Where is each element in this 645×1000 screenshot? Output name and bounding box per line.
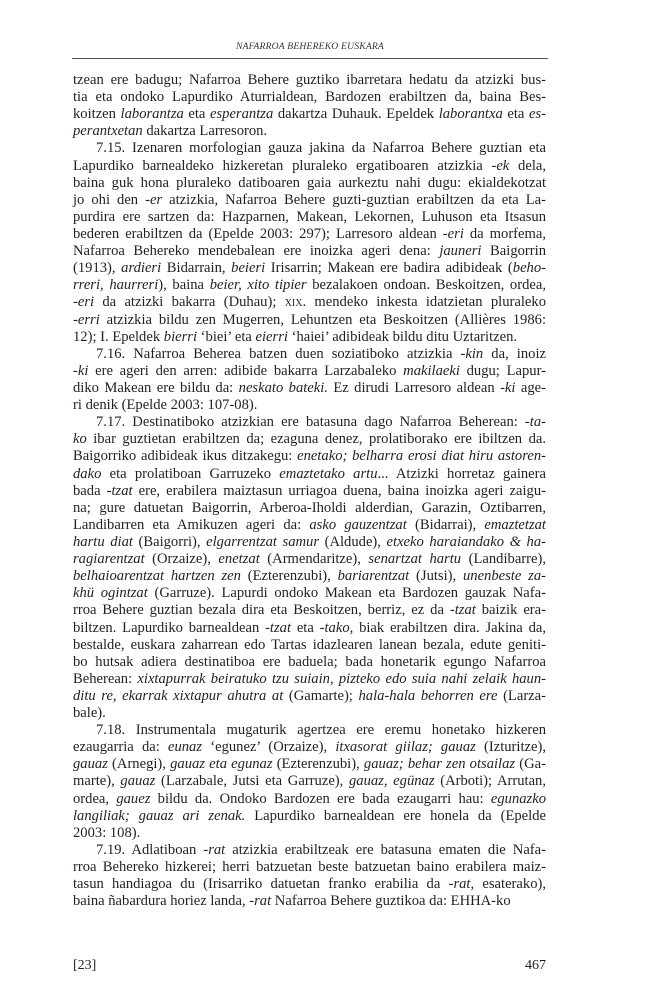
text-run: marte), bbox=[73, 773, 121, 790]
text-line bbox=[73, 773, 546, 790]
text-run: Ez dirudi Larresoro aldean bbox=[327, 379, 501, 396]
text-line bbox=[73, 89, 546, 106]
text-line bbox=[73, 739, 546, 756]
italic-term: xixtapurrak beiratuko tzu suiain, pizteko edo suia nahi zelaik haun- bbox=[137, 670, 546, 687]
text-run: age- bbox=[515, 379, 546, 396]
italic-term: -tako, bbox=[319, 619, 354, 636]
text-run: diko Makean ere bildu da: bbox=[73, 379, 239, 396]
text-run: biak erabiltzen dira. Jakina da, bbox=[353, 619, 546, 636]
text-run: ibar guztietan erabiltzen da; ezaguna denez, prolatiborako ere ibiltzen da. bbox=[86, 431, 546, 448]
text-run: (Ga- bbox=[515, 756, 546, 773]
text-line bbox=[73, 312, 546, 329]
italic-term: belhaioarentzat hartzen zen bbox=[73, 568, 241, 585]
italic-term: -kin bbox=[460, 345, 484, 362]
text-run: dela, bbox=[509, 157, 546, 174]
italic-term: emaztetako artu bbox=[279, 465, 378, 482]
text-run: tasun handiagoa du (Irisarriko datuetan franko erabilia da bbox=[73, 876, 449, 893]
italic-term: ardieri bbox=[121, 260, 162, 277]
italic-term: hartu diat bbox=[73, 533, 133, 550]
page-number: 467 bbox=[525, 958, 546, 973]
text-line bbox=[73, 158, 546, 175]
text-run: (Landibarre), bbox=[461, 551, 547, 568]
text-line bbox=[73, 414, 546, 431]
italic-term: jauneri bbox=[439, 243, 482, 260]
text-line bbox=[73, 226, 546, 243]
italic-term: -ki bbox=[500, 379, 516, 396]
text-run: 7.19. Adlatiboan bbox=[96, 841, 204, 858]
text-line bbox=[73, 602, 546, 619]
text-line bbox=[73, 859, 546, 876]
italic-term: ditu re, ekarrak xixtapur ahutra at bbox=[73, 687, 284, 704]
italic-term: gauaz; behar zen otsailaz bbox=[363, 756, 516, 773]
italic-term: bariarentzat bbox=[337, 568, 410, 585]
text-run: (Arnegi), bbox=[107, 756, 171, 773]
italic-term: -tzat bbox=[449, 602, 476, 619]
text-run: baizik era- bbox=[475, 602, 546, 619]
italic-term: es- bbox=[528, 106, 546, 123]
italic-term: rreri, haurreri bbox=[73, 277, 159, 294]
text-line bbox=[73, 175, 546, 192]
text-run: eta bbox=[502, 106, 529, 123]
text-run: Baigorriko adibideak ikus ditzakegu: bbox=[73, 448, 298, 465]
text-line bbox=[73, 380, 546, 397]
text-line bbox=[73, 123, 546, 140]
italic-term: asko gauzentzat bbox=[309, 516, 407, 533]
italic-term: langiliak; gauaz ari zenak. bbox=[73, 807, 246, 824]
text-run: esaterako), bbox=[474, 876, 546, 893]
text-line bbox=[73, 620, 546, 637]
italic-term: khü ogintzat bbox=[73, 585, 148, 602]
text-line bbox=[73, 893, 546, 910]
text-run: (Izturitze), bbox=[475, 739, 546, 756]
italic-term: -eri bbox=[73, 294, 95, 311]
text-line bbox=[73, 431, 546, 448]
text-line bbox=[73, 568, 546, 585]
running-head: NAFARROA BEHEREKO EUSKARA bbox=[236, 41, 384, 52]
text-run: eta prolatiboan Garruzeko bbox=[101, 465, 280, 482]
text-run: ‘egunez’ (Orzaize), bbox=[202, 739, 336, 756]
text-run: Lapurdiko barnealdean ere honela da (Epelde bbox=[245, 807, 546, 824]
text-run: ‘biei’ eta bbox=[197, 328, 256, 345]
footer-section-marker: [23] bbox=[73, 958, 97, 973]
text-run: Nafarroa Behere guztikoa da: EHHA-ko bbox=[271, 893, 511, 910]
text-run: rroa Behere guztian bezala dira eta Beskoitzen, berriz, ez da bbox=[73, 602, 450, 619]
italic-term: perantxetan bbox=[73, 123, 143, 140]
text-run: rroa Behereko hizkerei; herri batzuetan beste batzuetan baino erabilera maiz- bbox=[73, 859, 546, 876]
text-line bbox=[73, 209, 546, 226]
text-run: 2003: 108). bbox=[73, 824, 141, 841]
text-run: atzizkia erabiltzeak ere batasuna ematen die Nafa- bbox=[225, 841, 546, 858]
italic-term: gauaz, egünaz bbox=[348, 773, 435, 790]
text-run: 12); I. Epeldek bbox=[73, 328, 164, 345]
text-line bbox=[73, 466, 546, 483]
italic-term: elgarrentzat samur bbox=[206, 533, 320, 550]
text-line bbox=[73, 825, 546, 842]
text-run: atzizkia bildu zen Mugerren, Lehuntzen eta Beskoitzen (Allières 1986: bbox=[99, 311, 546, 328]
text-line bbox=[73, 72, 546, 89]
italic-term: beier, xito tipier bbox=[209, 277, 307, 294]
italic-term: neskato bateki. bbox=[238, 379, 328, 396]
text-run: ‘haiei’ adibideak bildu ditu Uztaritzen. bbox=[287, 328, 518, 345]
text-run: 7.16. Nafarroa Beherea batzen duen soziatiboko atzizkia bbox=[96, 345, 461, 362]
text-run: bale). bbox=[73, 705, 106, 722]
text-run: eta bbox=[291, 619, 320, 636]
text-run: purdira ere sartzen da: Hazparnen, Makean, Lekornen, Luhuson eta Itsasun bbox=[73, 208, 546, 225]
text-run: baina guk hona pluraleko datiboaren gaia aurkeztu nahi dugu: ekialdekotzat bbox=[73, 174, 546, 191]
italic-term: ko bbox=[73, 431, 87, 448]
paragraph-7-16 bbox=[73, 346, 546, 414]
text-run: (Bidarrai), bbox=[406, 516, 485, 533]
italic-term: beho- bbox=[512, 260, 546, 277]
text-line bbox=[73, 243, 546, 260]
text-run: ri denik (Epelde 2003: 107-08). bbox=[73, 397, 258, 414]
italic-term: enetako; belharra erosi diat hiru astoren- bbox=[297, 448, 546, 465]
text-run: ... Atzizki horretaz gainera bbox=[377, 465, 546, 482]
text-line bbox=[73, 585, 546, 602]
text-run: bezalakoen ondoan. Beskoitzen, ordea, bbox=[306, 277, 546, 294]
italic-term: enetzat bbox=[218, 551, 260, 568]
text-line bbox=[73, 876, 546, 893]
italic-term: emaztetzat bbox=[484, 516, 546, 533]
header-rule bbox=[72, 58, 548, 59]
text-run: (Armendaritze), bbox=[259, 551, 369, 568]
text-run: (Larzabale, Jutsi eta Garruze), bbox=[155, 773, 349, 790]
text-run: 7.18. Instrumentala mugaturik agertzea ere eremu honetako hizkeren bbox=[96, 722, 546, 739]
text-run: ordea, bbox=[73, 790, 117, 807]
text-run: biltzen. Lapurdiko barnealdean bbox=[73, 619, 266, 636]
text-line bbox=[73, 140, 546, 157]
italic-term: -rat bbox=[203, 841, 226, 858]
paragraph-7-17 bbox=[73, 414, 546, 722]
text-line bbox=[73, 517, 546, 534]
italic-term: eunaz bbox=[167, 739, 203, 756]
text-run: . mendeko inkesta idatzietan pluraleko bbox=[302, 294, 546, 311]
text-line bbox=[73, 534, 546, 551]
italic-term: -tzat bbox=[106, 482, 133, 499]
text-run: Beherean: bbox=[73, 670, 138, 687]
text-line bbox=[73, 483, 546, 500]
italic-term: ragiarentzat bbox=[73, 551, 145, 568]
text-run: xix bbox=[284, 294, 303, 311]
italic-term: gauez bbox=[116, 790, 151, 807]
text-line bbox=[73, 705, 546, 722]
text-run: Nafarroa Behereko mendebalean ere inoizka ageri dena: bbox=[73, 243, 440, 260]
italic-term: -eri bbox=[442, 225, 464, 242]
italic-term: gauaz bbox=[120, 773, 156, 790]
text-line bbox=[73, 842, 546, 859]
text-run: jo ohi den bbox=[73, 191, 146, 208]
text-run: (Gamarte); bbox=[283, 687, 359, 704]
text-run: bildu da. Ondoko Bardozen ere bada ezaugarri hau: bbox=[150, 790, 491, 807]
text-run: (Ezterenzubi), bbox=[272, 756, 364, 773]
italic-term: gauaz bbox=[73, 756, 108, 773]
italic-term: itxasorat giilaz; gauaz bbox=[335, 739, 476, 756]
italic-term: dako bbox=[73, 465, 102, 482]
text-line bbox=[73, 500, 546, 517]
text-run: bada bbox=[73, 482, 107, 499]
text-line bbox=[73, 397, 546, 414]
italic-term: bierri bbox=[163, 328, 198, 345]
text-run: Baigorrin bbox=[481, 243, 546, 260]
text-run: da morfema, bbox=[463, 225, 546, 242]
text-line bbox=[73, 808, 546, 825]
text-run: (Ezterenzubi), bbox=[240, 568, 338, 585]
text-run: na; gure datuetan Baigorrin, Arberoa-Iholdi alderdian, Garazin, Oztibarren, bbox=[73, 499, 546, 516]
text-line bbox=[73, 671, 546, 688]
italic-term: laborantxa bbox=[438, 106, 503, 123]
text-line bbox=[73, 448, 546, 465]
text-run: bederen erabiltzen da (Epelde 2003: 297); Larresoro aldean bbox=[73, 225, 443, 242]
text-run: dakartza Duhauk. Epeldek bbox=[273, 106, 439, 123]
text-run: dugu; Lapur- bbox=[459, 362, 547, 379]
italic-term: etxeko haraiandako & ha- bbox=[386, 533, 546, 550]
text-run: (Baigorri), bbox=[132, 533, 207, 550]
text-line bbox=[73, 277, 546, 294]
italic-term: egunazko bbox=[490, 790, 546, 807]
text-line bbox=[73, 192, 546, 209]
text-run: (Larza- bbox=[497, 687, 546, 704]
text-run: koitzen bbox=[73, 106, 121, 123]
text-run: da, inoiz bbox=[483, 345, 546, 362]
text-run: ere ageri den arren: adibide bakarra Larzabaleko bbox=[88, 362, 404, 379]
text-run: Lapurdiko barnealdeko hizkeretan pluraleko ergatiboaren atzizkia bbox=[73, 157, 492, 174]
italic-term: hala-hala behorren ere bbox=[358, 687, 498, 704]
italic-term: -er bbox=[145, 191, 163, 208]
italic-term: -rat bbox=[249, 893, 272, 910]
text-run: da atzizki bakarra (Duhau); bbox=[94, 294, 285, 311]
text-run: tzean ere badugu; Nafarroa Behere guztiko ibarretara hedatu da atzizki bus- bbox=[73, 72, 546, 88]
text-line bbox=[73, 106, 546, 123]
text-run: ), baina bbox=[158, 277, 210, 294]
text-line bbox=[73, 294, 546, 311]
text-line bbox=[73, 551, 546, 568]
text-run: (Orzaize), bbox=[144, 551, 219, 568]
italic-term: esperantza bbox=[210, 106, 274, 123]
text-run: 7.17. Destinatiboko atzizkian ere batasuna dago Nafarroa Beherean: bbox=[96, 414, 525, 431]
text-run: ere, erabilera maiztasun urriagoa duena, baina inoizka ageri zaigu- bbox=[132, 482, 546, 499]
text-run: eta bbox=[183, 106, 210, 123]
text-run: Bidarrain, bbox=[161, 260, 232, 277]
text-line bbox=[73, 260, 546, 277]
text-run: (Jutsi), bbox=[409, 568, 463, 585]
text-run: Landibarren eta Amikuzen ageri da: bbox=[73, 516, 310, 533]
text-run: ezaugarria da: bbox=[73, 739, 168, 756]
italic-term: -tzat bbox=[265, 619, 292, 636]
text-run: bestalde, euskara zaharrean edo Tartas idazlearen lanean bezala, edute geniti- bbox=[73, 636, 546, 653]
text-run: atzizkia, Nafarroa Behere guzti-guztian erabiltzen da eta La- bbox=[162, 191, 546, 208]
italic-term: -erri bbox=[73, 311, 100, 328]
italic-term: -ek bbox=[491, 157, 510, 174]
italic-term: gauaz eta egunaz bbox=[170, 756, 273, 773]
italic-term: -ki bbox=[73, 362, 89, 379]
italic-term: makilaeki bbox=[403, 362, 460, 379]
italic-term: unenbeste za- bbox=[462, 568, 546, 585]
paragraph-7-19 bbox=[73, 842, 546, 910]
text-line bbox=[73, 363, 546, 380]
text-line bbox=[73, 722, 546, 739]
italic-term: -ta- bbox=[524, 414, 546, 431]
text-run: 7.15. Izenaren morfologian gauza jakina da Nafarroa Behere guztian eta bbox=[96, 140, 546, 157]
text-line bbox=[73, 688, 546, 705]
paragraph-7-15 bbox=[73, 140, 546, 345]
text-line bbox=[73, 654, 546, 671]
text-run: (Arboti); Arrutan, bbox=[434, 773, 546, 790]
italic-term: laborantza bbox=[120, 106, 184, 123]
italic-term: beieri bbox=[231, 260, 266, 277]
text-run: (Aldude), bbox=[319, 533, 387, 550]
italic-term: eierri bbox=[255, 328, 288, 345]
paragraph-continuation bbox=[73, 72, 546, 140]
text-run: dakartza Larresoron. bbox=[142, 123, 268, 140]
italic-term: senartzat hartu bbox=[368, 551, 462, 568]
text-line bbox=[73, 756, 546, 773]
text-run: bo hutsak adiera destinatiboa ere baduela; bada honetarik egungo Nafarroa bbox=[73, 653, 546, 670]
paragraph-7-18 bbox=[73, 722, 546, 842]
text-line bbox=[73, 329, 546, 346]
text-run: Irisarrin; Makean ere badira adibideak ( bbox=[265, 260, 513, 277]
italic-term: -rat, bbox=[448, 876, 475, 893]
text-line bbox=[73, 346, 546, 363]
text-line bbox=[73, 637, 546, 654]
text-run: baina ñabardura horiez landa, bbox=[73, 893, 250, 910]
text-line bbox=[73, 791, 546, 808]
text-run: (Garruze). Lapurdi ondoko Makean eta Bardozen gauzak Nafa- bbox=[147, 585, 546, 602]
text-run: tia eta ondoko Lapurdiko Aturrialdean, Bardozen erabiltzen da, baina Bes- bbox=[73, 89, 546, 106]
text-run: (1913), bbox=[73, 260, 122, 277]
body-text bbox=[73, 72, 546, 910]
